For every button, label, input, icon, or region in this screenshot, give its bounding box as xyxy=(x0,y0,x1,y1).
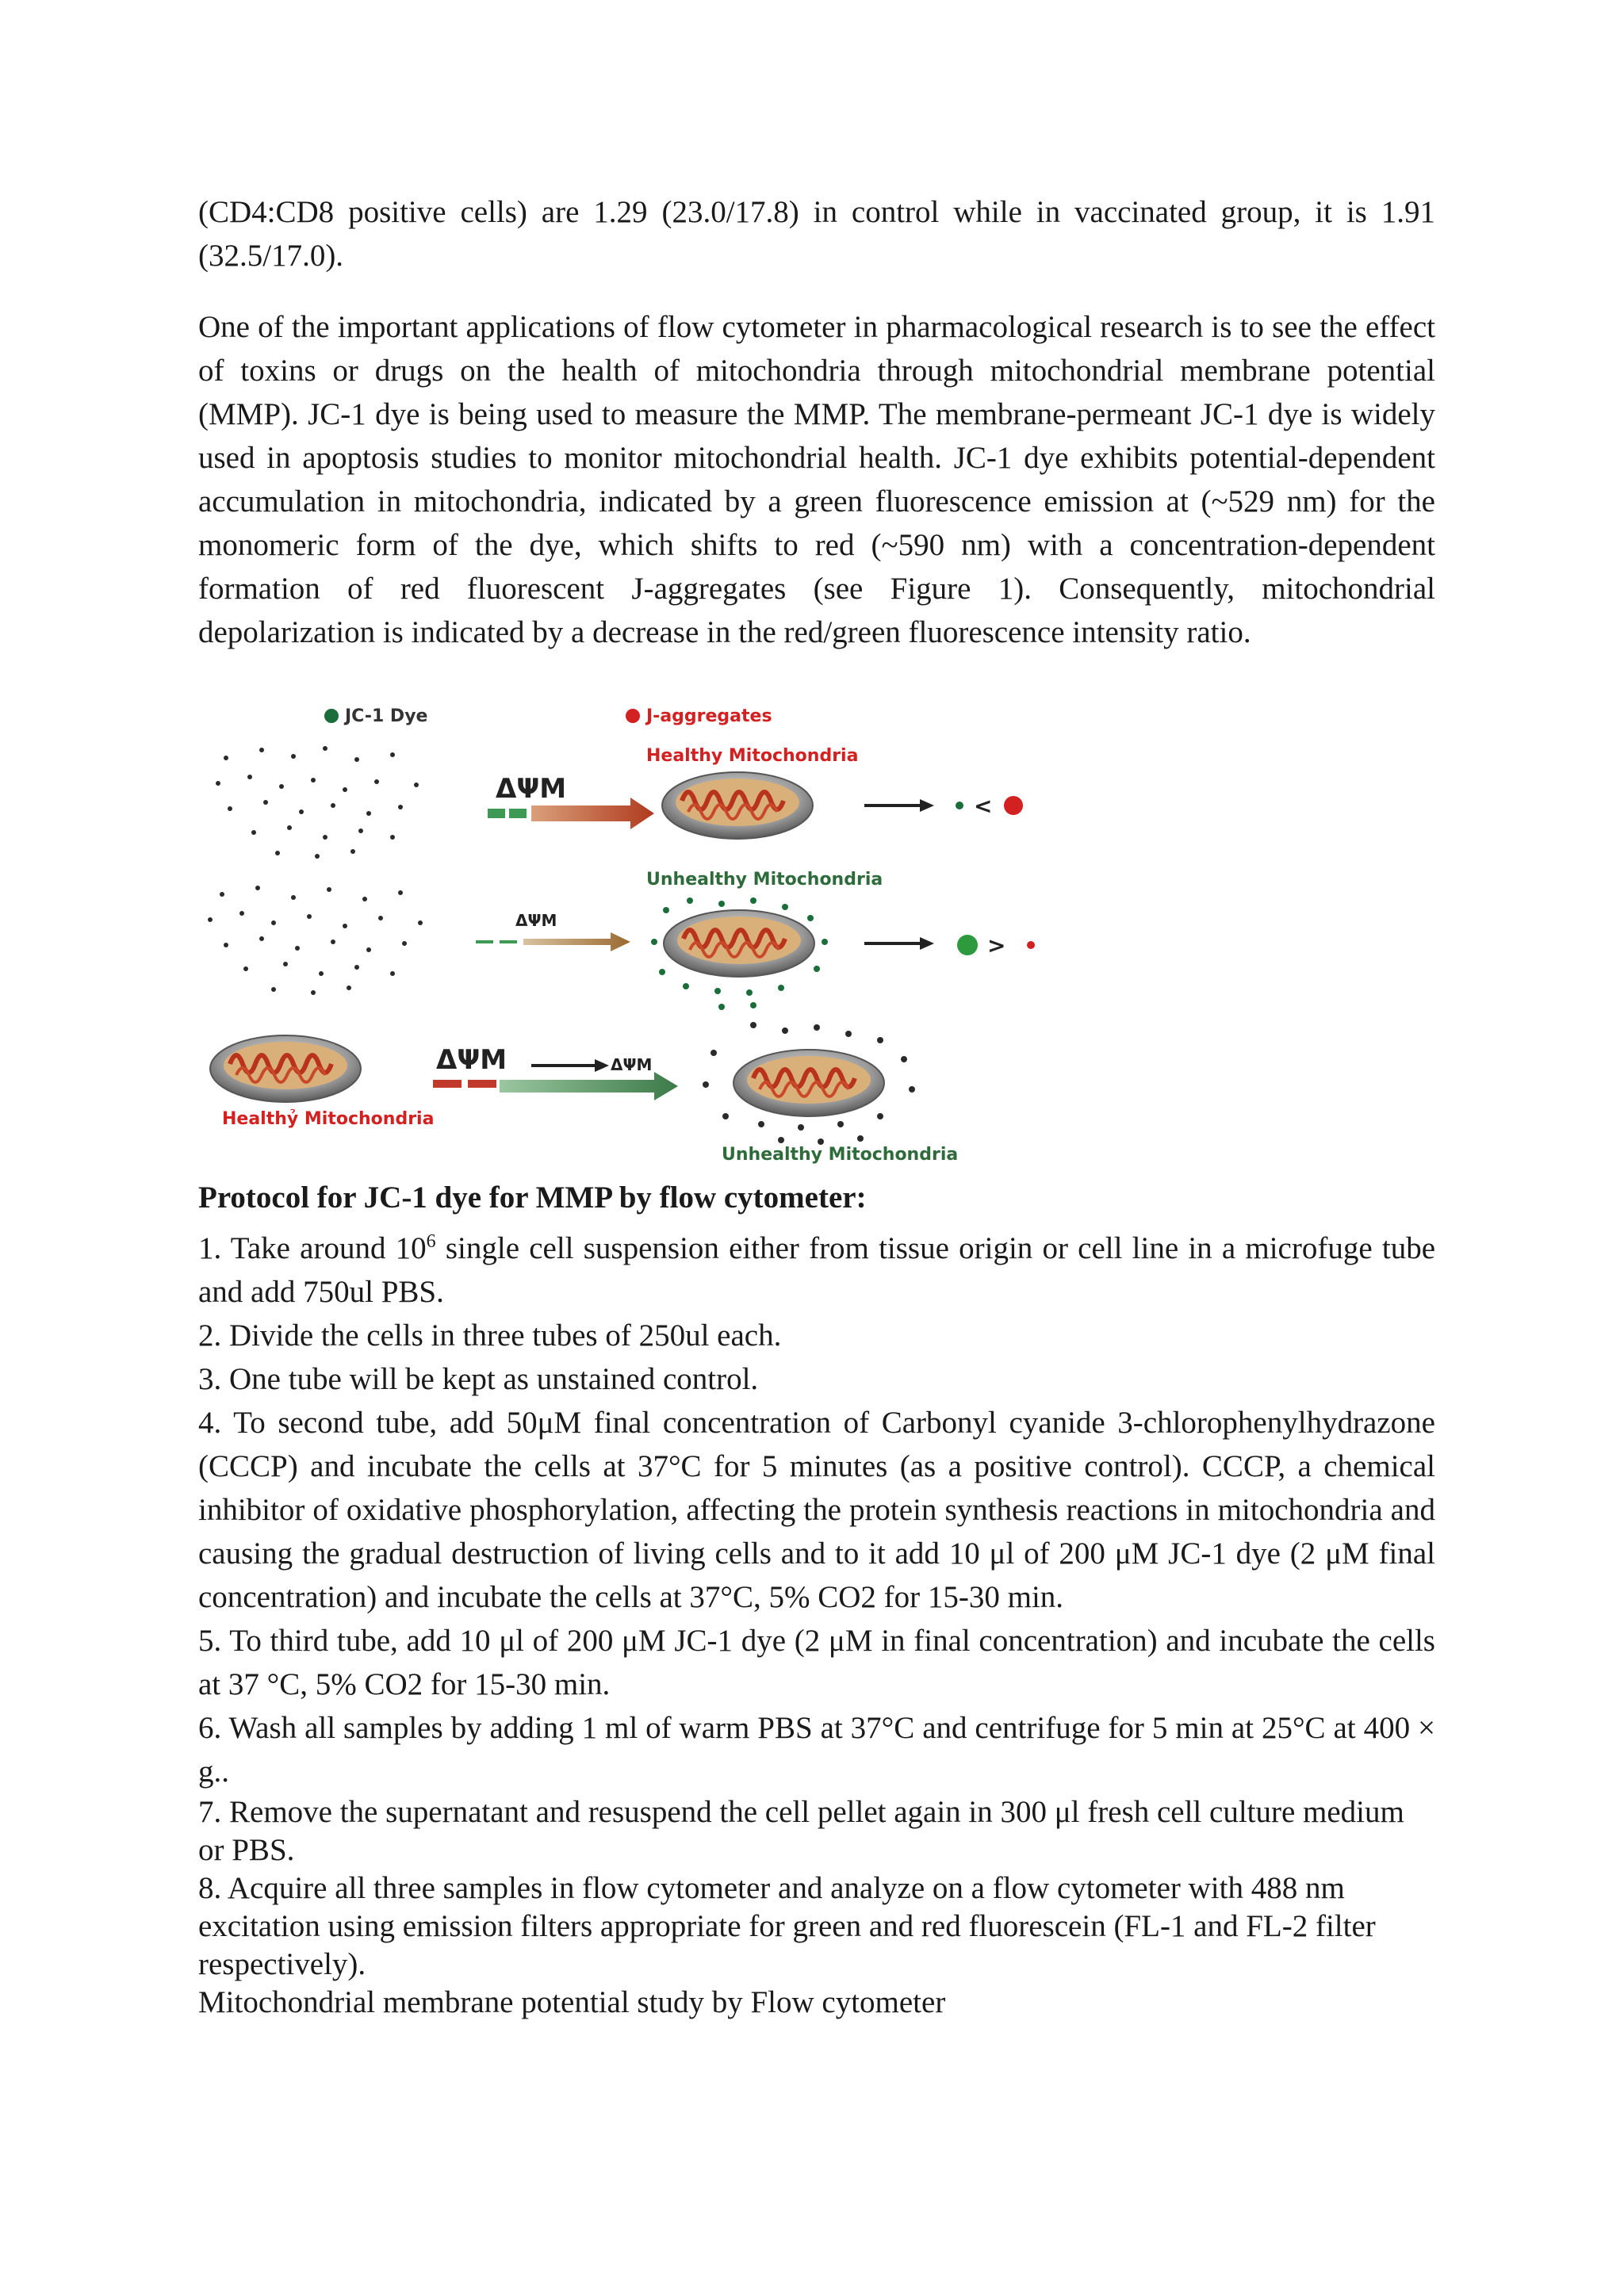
protocol-step-4: 4. To second tube, add 50μM final concentration of Carbonyl cyanide 3-chlorophenylhydrazone (CCCP) and incubate the cells at 37°C for 5 minutes (as a positive control). CCCP, a chemical inhibitor of oxidative phosphorylation, affecting the protein synthesis reactions in mitochondria and causing the gradual destruction of living cells and to it add 10 μl of 200 μM JC-1 dye (2 μM final concentration) and incubate the cells at 37°C, 5% CO2 for 15-30 min. xyxy=(198,1406,1435,1614)
row1-dye-cloud xyxy=(216,746,419,859)
row2-delta-psi: ΔΨM xyxy=(515,911,557,930)
row2-unhealthy-label: Unhealthy Mitochondria xyxy=(646,870,883,890)
protocol-heading: Protocol for JC-1 dye for MMP by flow cytometer: xyxy=(198,1181,867,1215)
row2-greater-than: > xyxy=(987,932,1006,959)
row3-small-arrow xyxy=(595,1059,609,1072)
row3-delta-psi-large: ΔΨM xyxy=(436,1044,508,1076)
exponent: 6 xyxy=(426,1231,436,1252)
protocol-step-2: 2. Divide the cells in three tubes of 250ul each. xyxy=(198,1318,782,1353)
legend-green-dot xyxy=(324,709,339,723)
figure-caption: Mitochondrial membrane potential study by Flow cytometer xyxy=(198,1985,946,2019)
row3-red-bar xyxy=(468,1080,496,1088)
row2-green-dot xyxy=(957,935,978,955)
protocol-step-8: 8. Acquire all three samples in flow cytometer and analyze on a flow cytometer with 488 nm excitation using emission filters appropriate for green and red fluorescein (FL-1 and FL-2 filter respectively). xyxy=(198,1871,1376,1981)
row3-healthy-label: Healthỷ Mitochondria xyxy=(222,1109,435,1129)
paragraph-mmp-intro: One of the important applications of flow cytometer in pharmacological research is to see the effect of toxins or drugs on the health of mitochondria through mitochondrial membrane potential (MMP). JC-1 dye is being used to measure the MMP. The membrane-permeant JC-1 dye is widely used in apoptosis studies to monitor mitochondrial health. JC-1 dye exhibits potential-dependent accumulation in mitochondria, indicated by a green fluorescence emission at (~529 nm) for the monomeric form of the dye, which shifts to red (~590 nm) with a concentration-dependent formation of red fluorescent J-aggregates (see Figure 1). Consequently, mitochondrial depolarization is indicated by a decrease in the red/green fluorescence intensity ratio. xyxy=(198,310,1435,649)
row1-delta-psi: ΔΨM xyxy=(496,773,567,805)
row2-red-dot xyxy=(1027,941,1035,949)
protocol-step-7: 7. Remove the supernatant and resuspend the cell pellet again in 300 μl fresh cell culture medium or PBS. xyxy=(198,1795,1404,1867)
row3-delta-psi-small: ΔΨM xyxy=(611,1055,653,1074)
protocol-step-1: 1. Take around $10^6$ single cell suspension either from tissue origin or cell line in a microfuge tube and add 750ul PBS. xyxy=(198,1231,1436,1309)
row2-arrow xyxy=(523,932,630,951)
jc1-mechanism-figure xyxy=(198,704,1071,1164)
row1-green-dot xyxy=(956,802,963,809)
paragraph-cd4-cd8-ratio: (CD4:CD8 positive cells) are 1.29 (23.0/17.8) in control while in vaccinated group, it is 1.91 (32.5/17.0). xyxy=(198,195,1435,273)
legend-j-aggregates: J-aggregates xyxy=(646,706,772,726)
protocol-steps xyxy=(198,1226,1435,2022)
protocol-step-5: 5. To third tube, add 10 μl of 200 μM JC-1 dye (2 μM in final concentration) and incubate the cells at 37 °C, 5% CO2 for 15-30 min. xyxy=(198,1624,1435,1701)
row1-healthy-mitochondrion xyxy=(662,772,813,839)
row3-healthy-mitochondrion xyxy=(210,1035,361,1102)
row3-unhealthy-mitochondrion xyxy=(733,1050,884,1116)
row1-less-than: < xyxy=(974,793,993,819)
protocol-step-3: 3. One tube will be kept as unstained control. xyxy=(198,1362,759,1396)
row2-dye-cloud xyxy=(208,886,423,995)
row1-green-bar xyxy=(488,809,505,818)
row1-red-dot xyxy=(1004,796,1023,815)
row2-result-arrow xyxy=(920,937,934,950)
row2-unhealthy-mitochondrion xyxy=(664,910,814,977)
row3-arrow xyxy=(500,1072,678,1100)
legend-jc1-dye: JC-1 Dye xyxy=(345,706,428,726)
row3-unhealthy-label: Unhealthy Mitochondria xyxy=(722,1145,959,1164)
row1-healthy-label: Healthy Mitochondria xyxy=(646,746,859,766)
legend-red-dot xyxy=(626,709,640,723)
protocol-step-6: 6. Wash all samples by adding 1 ml of warm PBS at 37°C and centrifuge for 5 min at 25°C at 400 × g.. xyxy=(198,1711,1435,1789)
row1-result-arrow xyxy=(920,799,934,812)
